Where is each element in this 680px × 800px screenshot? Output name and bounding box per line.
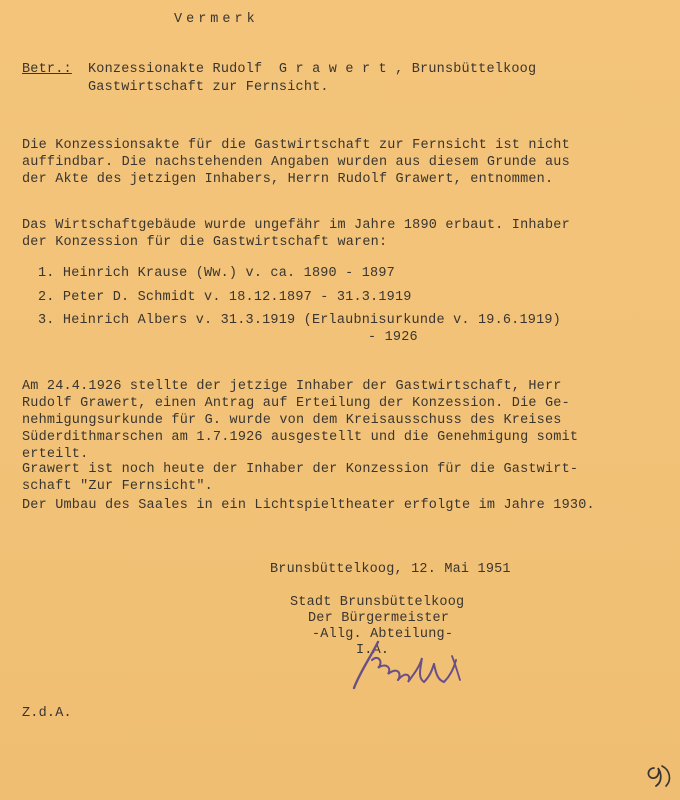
paragraph-2-line-2: der Konzession für die Gastwirtschaft waren:	[22, 235, 388, 250]
owner-list-item-1: 1. Heinrich Krause (Ww.) v. ca. 1890 - 1897	[38, 266, 395, 281]
paragraph-3-line-5: erteilt.	[22, 447, 89, 462]
signature-block-department: -Allg. Abteilung-	[312, 627, 454, 642]
handwritten-signature	[348, 636, 464, 694]
signature-block-city: Stadt Brunsbüttelkoog	[290, 595, 465, 610]
paragraph-1-line-1: Die Konzessionsakte für die Gastwirtschaft zur Fernsicht ist nicht	[22, 138, 570, 153]
paragraph-3-line-7: schaft "Zur Fernsicht".	[22, 479, 213, 494]
owner-list-item-2: 2. Peter D. Schmidt v. 18.12.1897 - 31.3.1919	[38, 290, 412, 305]
paragraph-3-line-3: nehmigungsurkunde für G. wurde von dem Kreisausschuss des Kreises	[22, 413, 562, 428]
paragraph-3-line-2: Rudolf Grawert, einen Antrag auf Erteilung der Konzession. Die Ge-	[22, 396, 570, 411]
signature-block-office: Der Bürgermeister	[308, 611, 450, 626]
signature-block-ia: I.A.	[356, 643, 390, 658]
paragraph-3-line-1: Am 24.4.1926 stellte der jetzige Inhaber der Gastwirtschaft, Herr	[22, 379, 562, 394]
paragraph-2-line-1: Das Wirtschaftgebäude wurde ungefähr im Jahre 1890 erbaut. Inhaber	[22, 218, 570, 233]
paragraph-4: Der Umbau des Saales in ein Lichtspieltheater erfolgte im Jahre 1930.	[22, 498, 595, 513]
subject-line-1: Konzessionakte Rudolf G r a w e r t , Brunsbüttelkoog	[88, 62, 537, 77]
paragraph-1-line-2: auffindbar. Die nachstehenden Angaben wurden aus diesem Grunde aus	[22, 155, 570, 170]
paragraph-1-line-3: der Akte des jetzigen Inhabers, Herrn Rudolf Grawert, entnommen.	[22, 172, 554, 187]
paragraph-3-line-4: Süderdithmarschen am 1.7.1926 ausgestellt und die Genehmigung somit	[22, 430, 579, 445]
subject-label: Betr.:	[22, 62, 72, 77]
document-title: Vermerk	[174, 12, 259, 27]
footer-zda: Z.d.A.	[22, 706, 72, 721]
place-date: Brunsbüttelkoog, 12. Mai 1951	[270, 562, 511, 577]
paragraph-3-line-6: Grawert ist noch heute der Inhaber der Konzession für die Gastwirt-	[22, 462, 579, 477]
owner-list-item-3: 3. Heinrich Albers v. 31.3.1919 (Erlaubnisurkunde v. 19.6.1919)	[38, 313, 561, 328]
page-number-mark	[640, 760, 674, 790]
owner-list-item-3-continuation: - 1926	[368, 330, 418, 345]
subject-line-2: Gastwirtschaft zur Fernsicht.	[88, 80, 329, 95]
